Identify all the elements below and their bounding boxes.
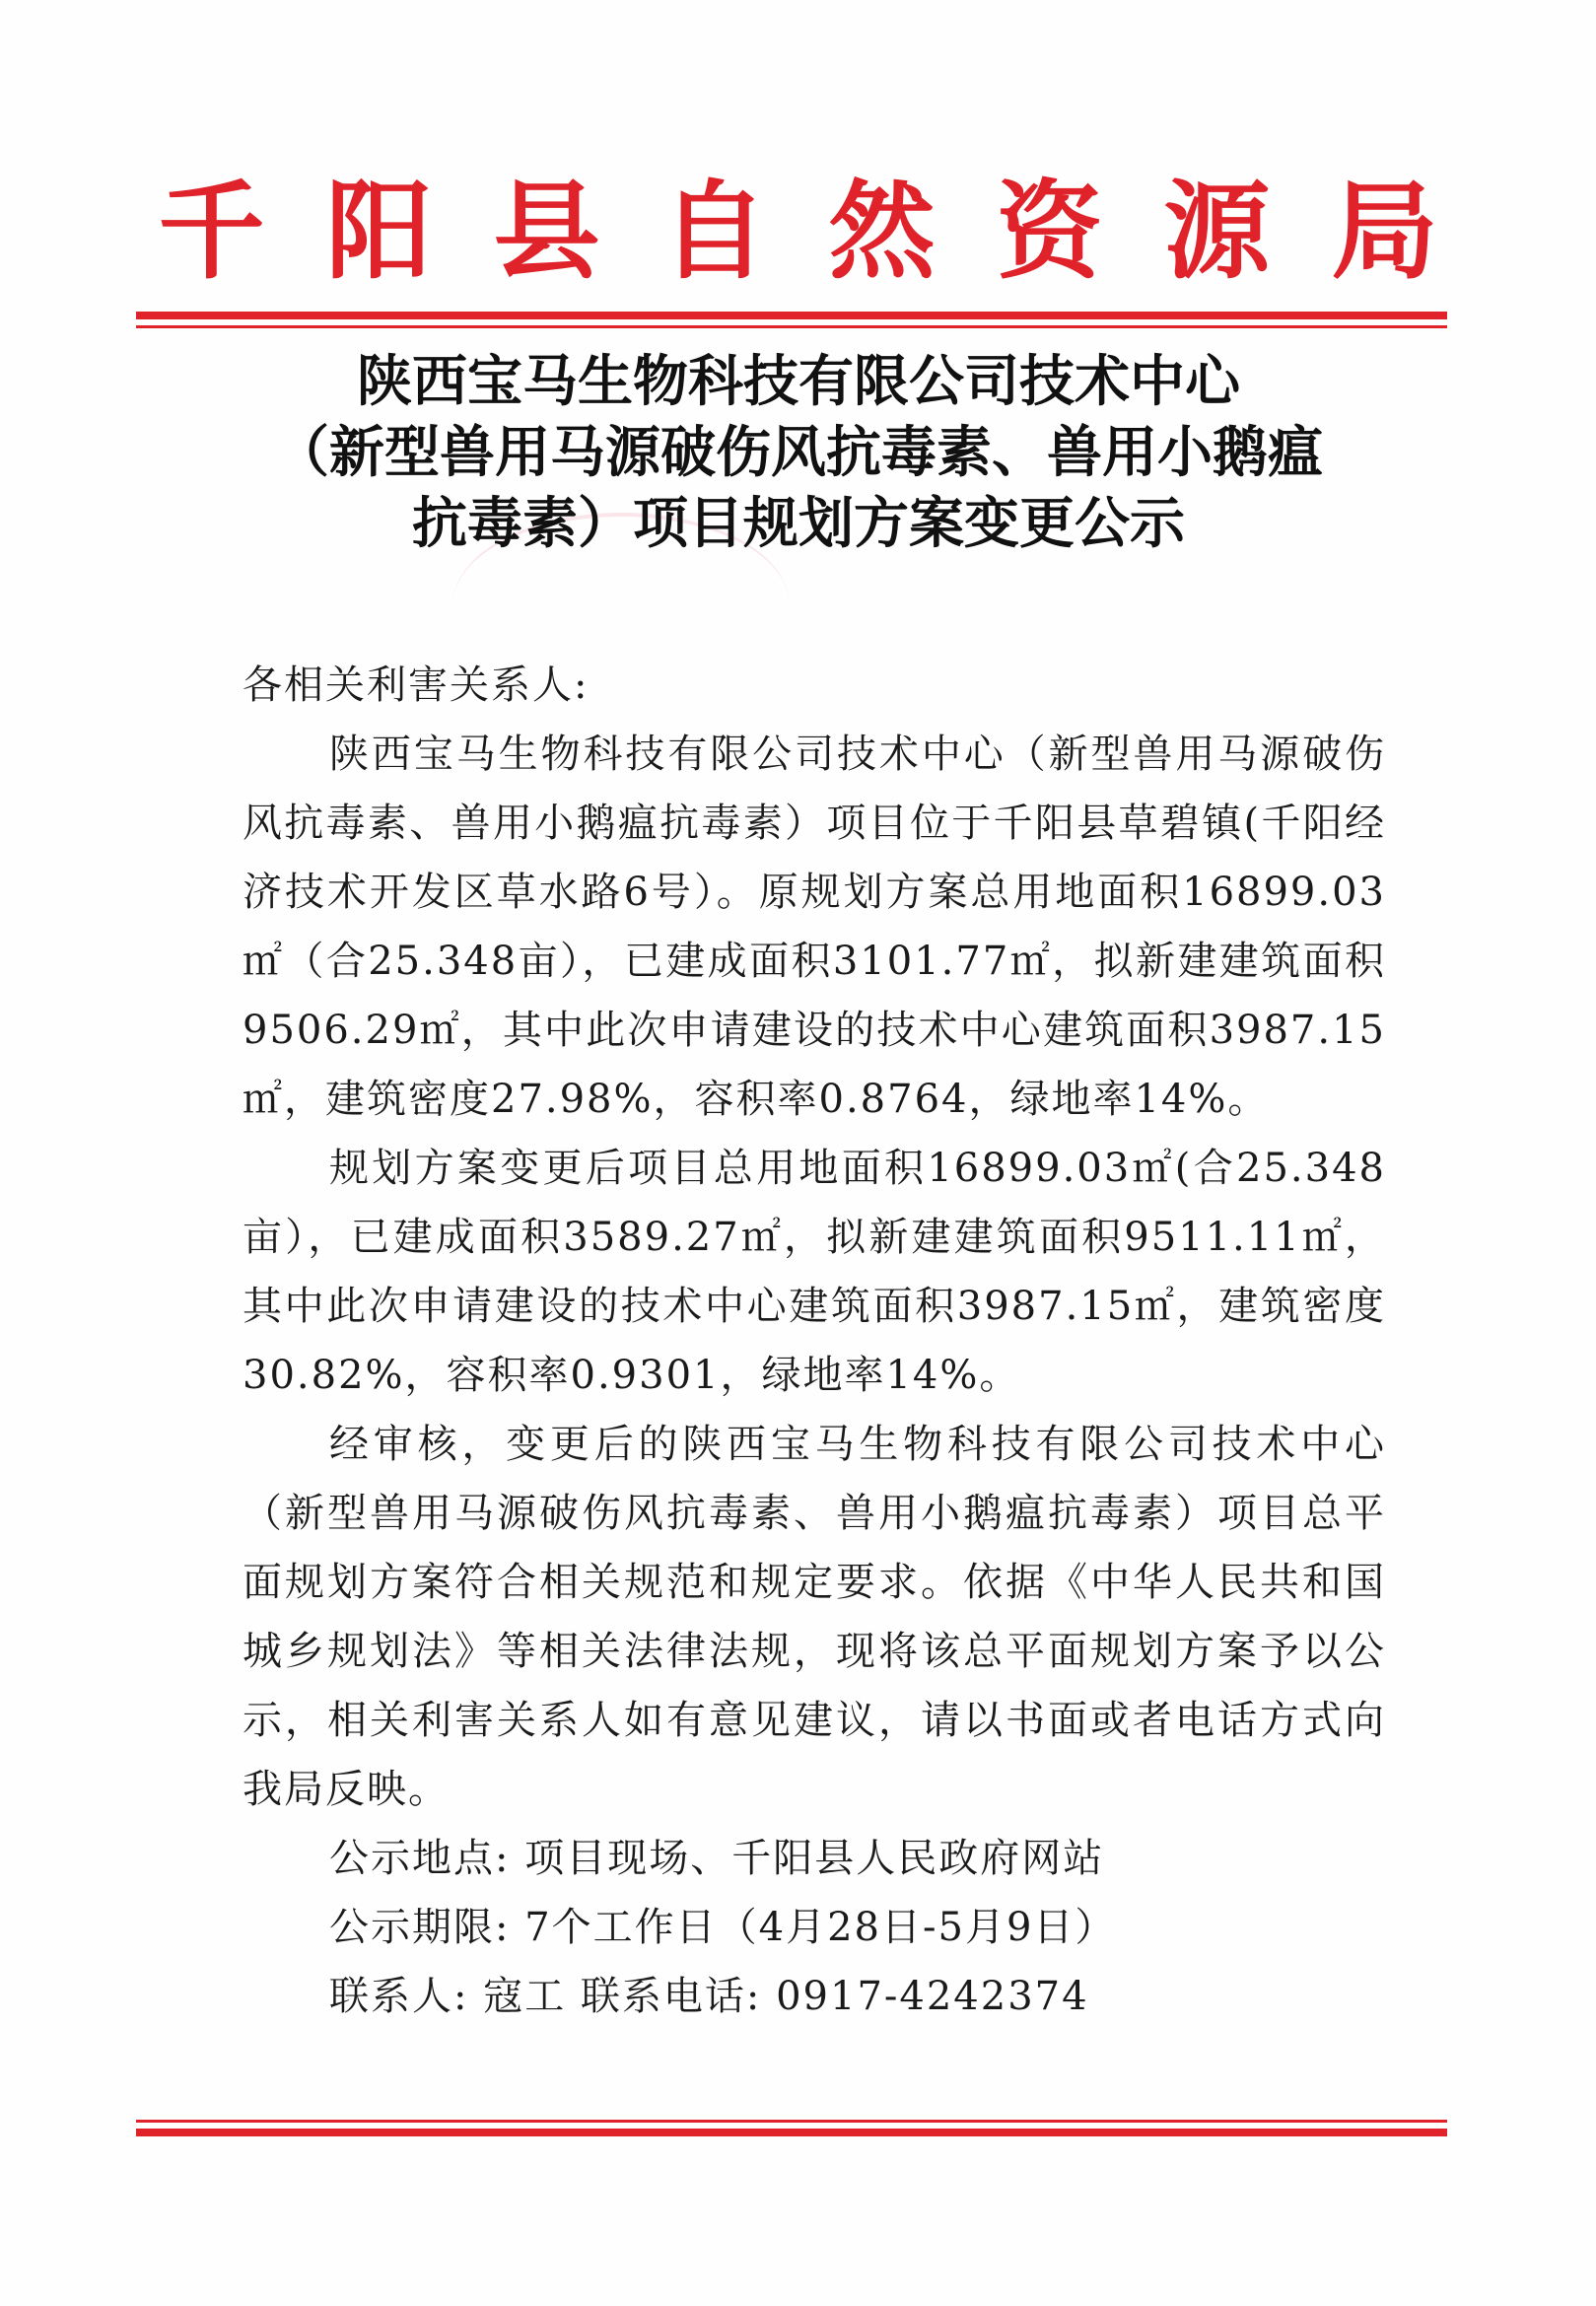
footer-red-rule [136,2120,1447,2136]
document-title [168,347,1429,560]
header-red-rule [136,312,1447,328]
document-body [243,651,1386,2031]
issuer-masthead: 千阳县自然资源局 [158,170,1499,294]
title-line-3: 抗毒素）项目规划方案变更公示 [412,492,1185,556]
rule-thick-line [136,312,1447,319]
contact-info: 联系人: 寇工 联系电话: 0917-4242374 [329,1974,1089,2019]
paragraph-original-plan: 陕西宝马生物科技有限公司技术中心（新型兽用马源破伤风抗毒素、兽用小鹅瘟抗毒素）项目位于千阳县草碧镇(千阳经济技术开发区草水路6号）。原规划方案总用地面积16899.03㎡（合25.348亩），已建成面积3101.77㎡，拟新建建筑面积9506.29㎡，其中此次申请建设的技术中心建筑面积3987.15㎡，建筑密度27.98%，容积率0.8764，绿地率14%。 [243,732,1386,1122]
rule-thin-line [136,325,1447,328]
title-line-2: （新型兽用马源破伤风抗毒素、兽用小鹅瘟 [274,421,1323,485]
paragraph-changed-plan: 规划方案变更后项目总用地面积16899.03㎡(合25.348亩），已建成面积3589.27㎡，拟新建建筑面积9511.11㎡，其中此次申请建设的技术中心建筑面积3987.15㎡，建筑密度30.82%，容积率0.9301，绿地率14%。 [243,1146,1386,1398]
announcement-period: 公示期限: 7个工作日（4月28日-5月9日） [329,1905,1117,1950]
greeting: 各相关利害关系人: [243,663,590,708]
rule-thin-line [136,2120,1447,2123]
rule-thick-line [136,2129,1447,2136]
paragraph-review-result: 经审核，变更后的陕西宝马生物科技有限公司技术中心（新型兽用马源破伤风抗毒素、兽用小鹅瘟抗毒素）项目总平面规划方案符合相关规范和规定要求。依据《中华人民共和国城乡规划法》等相关法律法规，现将该总平面规划方案予以公示，相关利害关系人如有意见建议，请以书面或者电话方式向我局反映。 [243,1422,1386,1812]
announcement-location: 公示地点: 项目现场、千阳县人民政府网站 [329,1836,1105,1881]
title-line-1: 陕西宝马生物科技有限公司技术中心 [357,350,1240,414]
